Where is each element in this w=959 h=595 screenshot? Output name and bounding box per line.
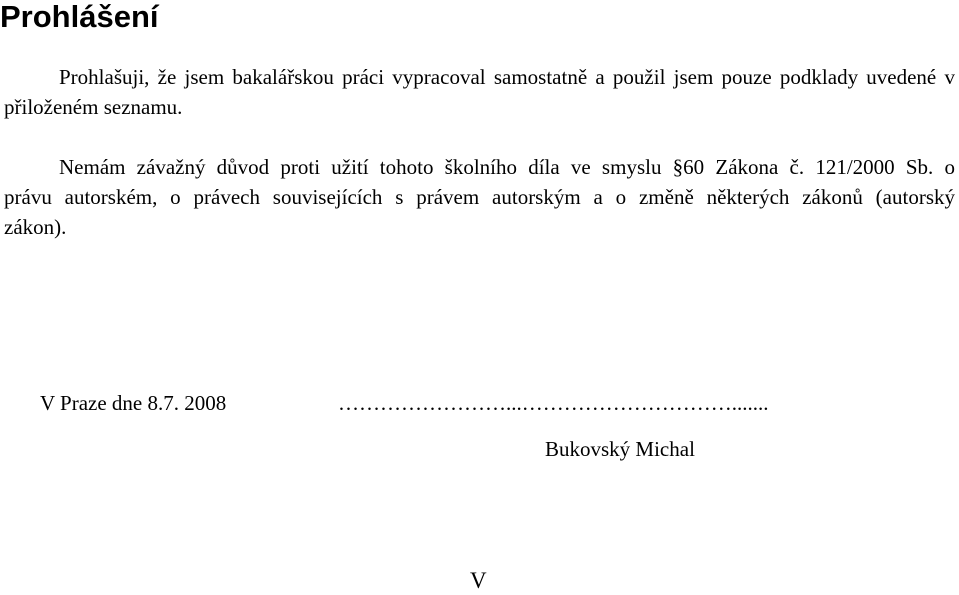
declaration-paragraph-authorship: Prohlašuji, že jsem bakalářskou práci vypracoval samostatně a použil jsem pouze podklady uvedené v přiloženém seznamu. [4,65,955,119]
signature-line: ……………………...…………………………....... [338,391,769,415]
declaration-heading: Prohlášení [0,0,159,34]
declaration-paragraph-copyright: Nemám závažný důvod proti užití tohoto školního díla ve smyslu §60 Zákona č. 121/2000 Sb. o právu autorském, o právech souvisejících s právem autorským a o změně některých zákonů (autorský zákon). [4,155,955,239]
place-and-date: V Praze dne 8.7. 2008 [40,391,227,415]
page-number: V [470,568,487,593]
signature-name: Bukovský Michal [545,437,695,461]
